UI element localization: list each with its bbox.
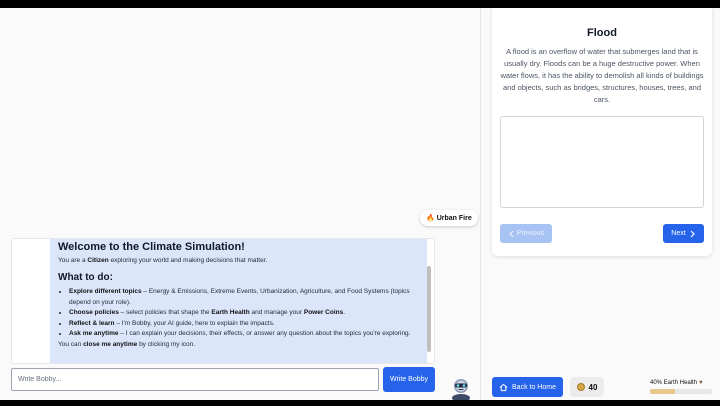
home-icon xyxy=(499,383,508,392)
list-item: • Reflect & learn – I'm Bobby, your AI guide, here to explain the impacts. xyxy=(69,319,419,330)
write-bobby-button[interactable]: Write Bobby xyxy=(383,367,435,392)
welcome-title: Welcome to the Climate Simulation! xyxy=(58,241,245,253)
event-chip-label: Urban Fire xyxy=(436,214,472,222)
heart-icon: ♥ xyxy=(699,380,703,386)
top-frame-bar xyxy=(0,0,720,8)
list-item: • Ask me anytime – I can explain your decisions, their effects, or answer any question about the topics you're exploring. xyxy=(69,329,419,340)
event-chip-urban-fire[interactable] xyxy=(420,210,478,226)
topic-title: Flood xyxy=(587,27,617,39)
todo-list xyxy=(58,287,419,340)
bobby-message xyxy=(50,239,427,364)
previous-button[interactable] xyxy=(500,224,552,243)
chevron-left-icon xyxy=(508,230,514,238)
earth-health-fill xyxy=(650,389,675,394)
close-hint: You can close me anytime by clicking my icon. xyxy=(58,340,196,348)
bottom-frame-bar xyxy=(0,400,720,406)
bobby-avatar-icon[interactable] xyxy=(450,376,472,400)
power-coins-counter xyxy=(570,377,604,397)
topic-panel xyxy=(492,8,712,256)
home-label: Back to Home xyxy=(512,383,556,391)
chat-scrollbar[interactable] xyxy=(427,266,431,352)
earth-health-label: 40% Earth Health ♥ xyxy=(650,380,703,386)
topic-media-frame xyxy=(500,116,704,208)
earth-health-bar xyxy=(650,389,712,394)
todo-title: What to do: xyxy=(58,272,113,283)
chat-input[interactable] xyxy=(11,368,379,391)
next-button[interactable] xyxy=(663,224,704,243)
topic-description: A flood is an overflow of water that submerges land that is usually dry. Floods can be a huge destructive power. When water flows, it has the ability to demolish all kinds of buildings and objects, such as bridges, structures, houses, trees, and cars. xyxy=(500,47,704,104)
previous-label: Previous xyxy=(516,230,545,237)
next-label: Next xyxy=(671,230,686,237)
coins-value: 40 xyxy=(588,382,598,392)
coin-icon xyxy=(577,383,585,391)
chevron-right-icon xyxy=(690,230,696,238)
back-to-home-button[interactable] xyxy=(492,377,563,397)
fire-icon: 🔥 xyxy=(426,215,435,222)
intro-text: You are a Citizen exploring your world and making decisions that matter. xyxy=(58,257,268,264)
list-item: • Explore different topics – Energy & Emissions, Extreme Events, Urbanization, Agriculture, and Food Systems (topics depend on your role). xyxy=(69,287,419,308)
chat-history[interactable] xyxy=(11,238,435,364)
list-item: • Choose policies – select policies that shape the Earth Health and manage your Power Coins. xyxy=(69,308,419,319)
